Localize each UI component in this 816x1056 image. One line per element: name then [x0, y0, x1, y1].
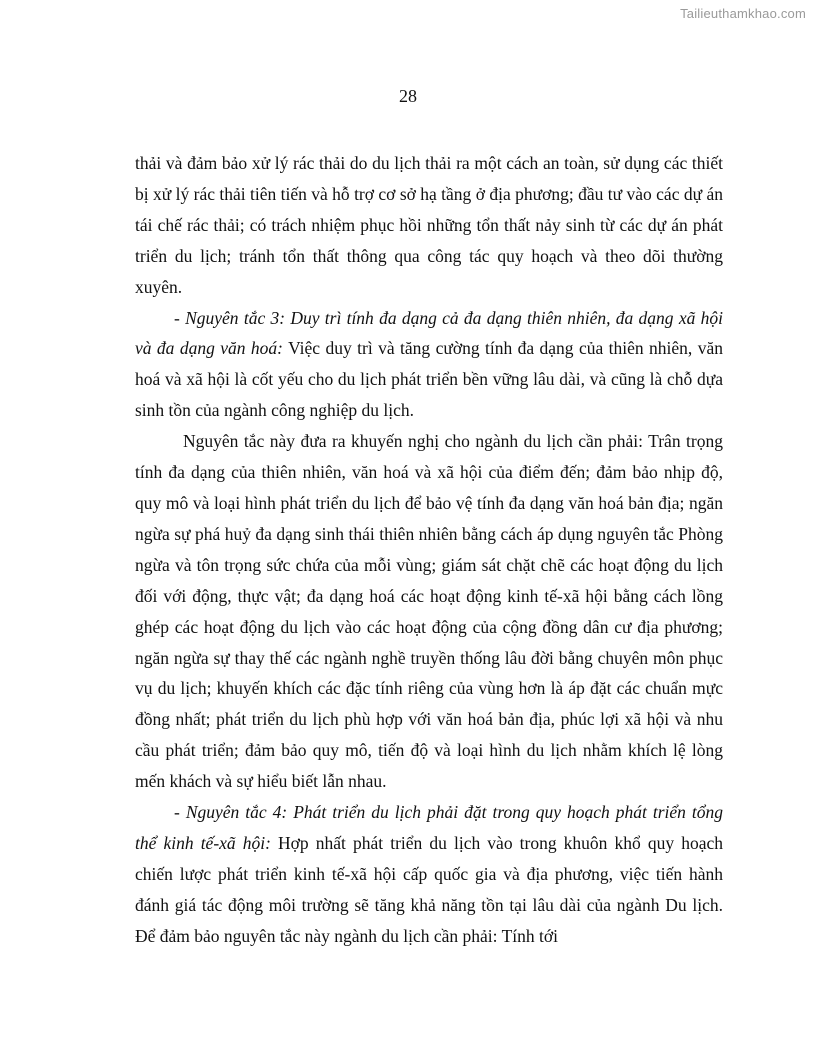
principle-4-heading: - Nguyên tắc 4: Phát triển du lịch phải đặt trong quy hoạch phát triển tổng thể kinh tế-xã hội: — [135, 802, 723, 853]
paragraph-recommendations: Nguyên tắc này đưa ra khuyến nghị cho ngành du lịch cần phải: Trân trọng tính đa dạng của thiên nhiên, văn hoá và xã hội của điểm đến; đảm bảo nhịp độ, quy mô và loại hình phát triển du lịch để bảo vệ tính đa dạng văn hoá bản địa; ngăn ngừa sự phá huỷ đa dạng sinh thái thiên nhiên bằng cách áp dụng nguyên tắc Phòng ngừa và tôn trọng sức chứa của mỗi vùng; giám sát chặt chẽ các hoạt động du lịch đối với động, thực vật; đa dạng hoá các hoạt động kinh tế-xã hội bằng cách lồng ghép các hoạt động du lịch vào các hoạt động của cộng đồng dân cư địa phương; ngăn ngừa sự thay thế các ngành nghề truyền thống lâu đời bằng chuyên môn phục vụ du lịch; khuyến khích các đặc tính riêng của vùng hơn là áp đặt các chuẩn mực đồng nhất; phát triển du lịch phù hợp với văn hoá bản địa, phúc lợi xã hội và nhu cầu phát triển; đảm bảo quy mô, tiến độ và loại hình du lịch nhằm khích lệ lòng mến khách và sự hiểu biết lẫn nhau. — [135, 431, 723, 792]
watermark: Tailieuthamkhao.com — [680, 6, 806, 21]
principle-4-text: Hợp nhất phát triển du lịch vào trong khuôn khổ quy hoạch chiến lược phát triển kinh tế-xã hội cấp quốc gia và địa phương, việc tiến hành đánh giá tác động môi trường sẽ tăng khả năng tồn tại lâu dài của ngành Du lịch. Để đảm bảo nguyên tắc này ngành du lịch cần phải: Tính tới — [135, 832, 723, 946]
document-body — [135, 148, 723, 952]
paragraph-1: thải và đảm bảo xử lý rác thải do du lịch thải ra một cách an toàn, sử dụng các thiết bị xử lý rác thải tiên tiến và hỗ trợ cơ sở hạ tầng ở địa phương; đầu tư vào các dự án tái chế rác thải; có trách nhiệm phục hồi những tổn thất nảy sinh từ các dự án phát triển du lịch; tránh tổn thất thông qua công tác quy hoạch và theo dõi thường xuyên. — [135, 153, 723, 297]
page-number: 28 — [399, 86, 417, 106]
paragraph-principle-4 — [135, 797, 723, 952]
paragraph-principle-3 — [135, 303, 723, 427]
principle-3-heading: - Nguyên tắc 3: Duy trì tính đa dạng cả đa dạng thiên nhiên, đa dạng xã hội và đa dạng văn hoá: — [135, 307, 723, 359]
principle-3-text: Việc duy trì và tăng cường tính đa dạng của thiên nhiên, văn hoá và xã hội là cốt yếu cho du lịch phát triển bền vững lâu dài, và cũng là chỗ dựa sinh tồn của ngành công nghiệp du lịch. — [135, 338, 723, 421]
